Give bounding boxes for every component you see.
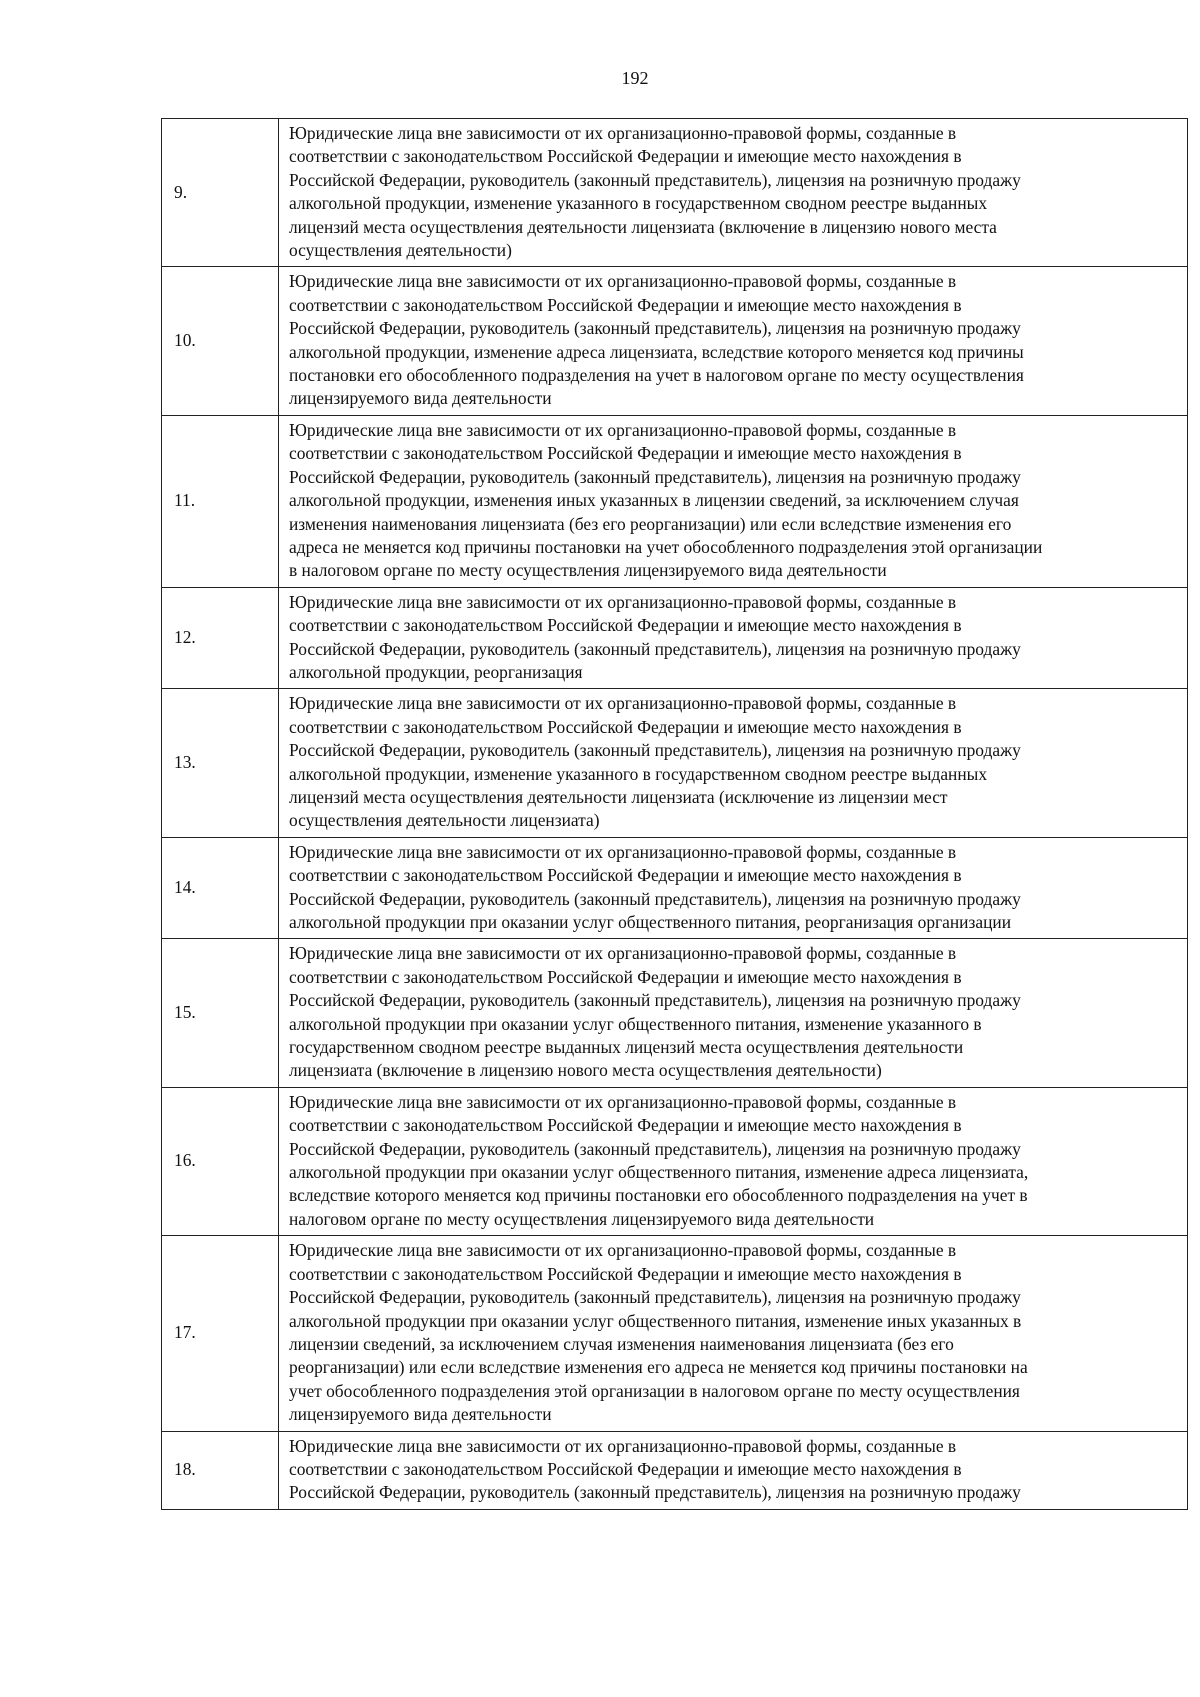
licensing-table: [161, 118, 1188, 1510]
row-description-cell: [279, 939, 1188, 1087]
description-line: алкогольной продукции, изменение указанного в государственном сводном реестре выданных: [289, 193, 988, 214]
table-row: [162, 1236, 1188, 1431]
description-line: соответствии с законодательством Российской Федерации и имеющие место нахождения в: [289, 294, 962, 315]
row-number-cell: 18.: [162, 1431, 279, 1509]
description-line: Юридические лица вне зависимости от их организационно-правовой формы, созданные в: [289, 123, 957, 143]
description-line: осуществления деятельности лицензиата): [289, 810, 600, 831]
description-line: Юридические лица вне зависимости от их организационно-правовой формы, созданные в: [289, 693, 957, 714]
description-line: соответствии с законодательством Российской Федерации и имеющие место нахождения в: [289, 716, 962, 737]
description-line: алкогольной продукции при оказании услуг общественного питания, реорганизация организации: [289, 912, 1011, 932]
description-line: соответствии с законодательством Российской Федерации и имеющие место нахождения в: [289, 865, 962, 886]
description-line: Российской Федерации, руководитель (законный представитель), лицензия на розничную продажу: [289, 318, 1021, 339]
description-line: Юридические лица вне зависимости от их организационно-правовой формы, созданные в: [289, 841, 957, 862]
description-line: Российской Федерации, руководитель (законный представитель), лицензия на розничную продажу: [289, 1482, 1021, 1503]
description-line: алкогольной продукции, изменение указанного в государственном сводном реестре выданных: [289, 763, 988, 784]
description-line: соответствии с законодательством Российской Федерации и имеющие место нахождения в: [289, 1115, 962, 1136]
row-description-cell: [279, 689, 1188, 837]
table-row: [162, 587, 1188, 689]
description-line: реорганизации) или если вследствие изменения его адреса не меняется код причины постановки на: [289, 1357, 1028, 1378]
table-row: [162, 939, 1188, 1087]
description-line: алкогольной продукции при оказании услуг общественного питания, изменение иных указанных в: [289, 1310, 1022, 1331]
description-line: соответствии с законодательством Российской Федерации и имеющие место нахождения в: [289, 966, 962, 987]
description-line: лицензируемого вида деятельности: [289, 1404, 552, 1425]
description-line: государственном сводном реестре выданных лицензий места осуществления деятельности: [289, 1037, 964, 1058]
row-description-cell: [279, 267, 1188, 415]
description-line: Юридические лица вне зависимости от их организационно-правовой формы, созданные в: [289, 943, 957, 964]
description-line: изменения наименования лицензиата (без его реорганизации) или если вследствие изменения его: [289, 513, 1012, 534]
description-line: алкогольной продукции при оказании услуг общественного питания, изменение адреса лицензиата,: [289, 1162, 1029, 1183]
description-line: соответствии с законодательством Российской Федерации и имеющие место нахождения в: [289, 1263, 962, 1284]
description-line: учет обособленного подразделения этой организации в налоговом органе по месту осуществления: [289, 1380, 1020, 1401]
description-line: алкогольной продукции при оказании услуг общественного питания, изменение указанного в: [289, 1013, 982, 1034]
row-number-cell: 10.: [162, 267, 279, 415]
description-line: Юридические лица вне зависимости от их организационно-правовой формы, созданные в: [289, 1240, 957, 1261]
description-line: Юридические лица вне зависимости от их организационно-правовой формы, созданные в: [289, 591, 957, 612]
description-line: Юридические лица вне зависимости от их организационно-правовой формы, созданные в: [289, 271, 957, 292]
row-number-cell: 11.: [162, 415, 279, 587]
description-line: алкогольной продукции, изменения иных указанных в лицензии сведений, за исключением случая: [289, 490, 1019, 511]
row-number-cell: 16.: [162, 1087, 279, 1235]
row-number-cell: 17.: [162, 1236, 279, 1431]
description-line: Российской Федерации, руководитель (законный представитель), лицензия на розничную продажу: [289, 740, 1021, 761]
description-line: лицензируемого вида деятельности: [289, 388, 552, 409]
description-line: Юридические лица вне зависимости от их организационно-правовой формы, созданные в: [289, 419, 957, 440]
description-line: лицензии сведений, за исключением случая изменения наименования лицензиата (без его: [289, 1333, 954, 1354]
description-line: соответствии с законодательством Российской Федерации и имеющие место нахождения в: [289, 146, 962, 167]
description-line: адреса не меняется код причины постановки на учет обособленного подразделения этой организации: [289, 536, 1043, 557]
description-line: Российской Федерации, руководитель (законный представитель), лицензия на розничную продажу: [289, 169, 1021, 190]
table-row: [162, 689, 1188, 837]
description-line: вследствие которого меняется код причины постановки его обособленного подразделения на учет в: [289, 1185, 1028, 1206]
page-number: 192: [621, 68, 649, 88]
description-line: Российской Федерации, руководитель (законный представитель), лицензия на розничную продажу: [289, 466, 1021, 487]
table-row: [162, 415, 1188, 587]
description-line: Юридические лица вне зависимости от их организационно-правовой формы, созданные в: [289, 1091, 957, 1112]
description-line: Юридические лица вне зависимости от их организационно-правовой формы, созданные в: [289, 1435, 957, 1456]
table-row: [162, 1431, 1188, 1509]
description-line: Российской Федерации, руководитель (законный представитель), лицензия на розничную продажу: [289, 888, 1021, 909]
description-line: Российской Федерации, руководитель (законный представитель), лицензия на розничную продажу: [289, 990, 1021, 1011]
row-number-cell: 9.: [162, 119, 279, 267]
row-description-cell: [279, 415, 1188, 587]
description-line: алкогольной продукции, реорганизация: [289, 661, 583, 682]
row-description-cell: [279, 119, 1188, 267]
description-line: налоговом органе по месту осуществления лицензируемого вида деятельности: [289, 1208, 875, 1229]
description-line: лицензиата (включение в лицензию нового места осуществления деятельности): [289, 1060, 882, 1081]
description-line: Российской Федерации, руководитель (законный представитель), лицензия на розничную продажу: [289, 1138, 1021, 1159]
table-row: [162, 837, 1188, 939]
description-line: лицензий места осуществления деятельности лицензиата (включение в лицензию нового места: [289, 216, 997, 237]
description-line: Российской Федерации, руководитель (законный представитель), лицензия на розничную продажу: [289, 1287, 1021, 1308]
row-description-cell: [279, 1431, 1188, 1509]
table-body: [162, 119, 1188, 1510]
description-line: соответствии с законодательством Российской Федерации и имеющие место нахождения в: [289, 615, 962, 636]
description-line: соответствии с законодательством Российской Федерации и имеющие место нахождения в: [289, 443, 962, 464]
row-number-cell: 12.: [162, 587, 279, 689]
row-number-cell: 13.: [162, 689, 279, 837]
row-description-cell: [279, 1236, 1188, 1431]
description-line: соответствии с законодательством Российской Федерации и имеющие место нахождения в: [289, 1458, 962, 1479]
table-row: [162, 267, 1188, 415]
row-number-cell: 15.: [162, 939, 279, 1087]
description-line: Российской Федерации, руководитель (законный представитель), лицензия на розничную продажу: [289, 638, 1021, 659]
description-line: осуществления деятельности): [289, 240, 512, 261]
description-line: в налоговом органе по месту осуществления лицензируемого вида деятельности: [289, 560, 887, 581]
description-line: алкогольной продукции, изменение адреса лицензиата, вследствие которого меняется код причины: [289, 341, 1024, 362]
description-line: лицензий места осуществления деятельности лицензиата (исключение из лицензии мест: [289, 786, 948, 807]
row-description-cell: [279, 837, 1188, 939]
table-row: [162, 1087, 1188, 1235]
description-line: постановки его обособленного подразделения на учет в налоговом органе по месту осуществления: [289, 365, 1024, 386]
row-description-cell: [279, 1087, 1188, 1235]
row-number-cell: 14.: [162, 837, 279, 939]
table-row: [162, 119, 1188, 267]
row-description-cell: [279, 587, 1188, 689]
